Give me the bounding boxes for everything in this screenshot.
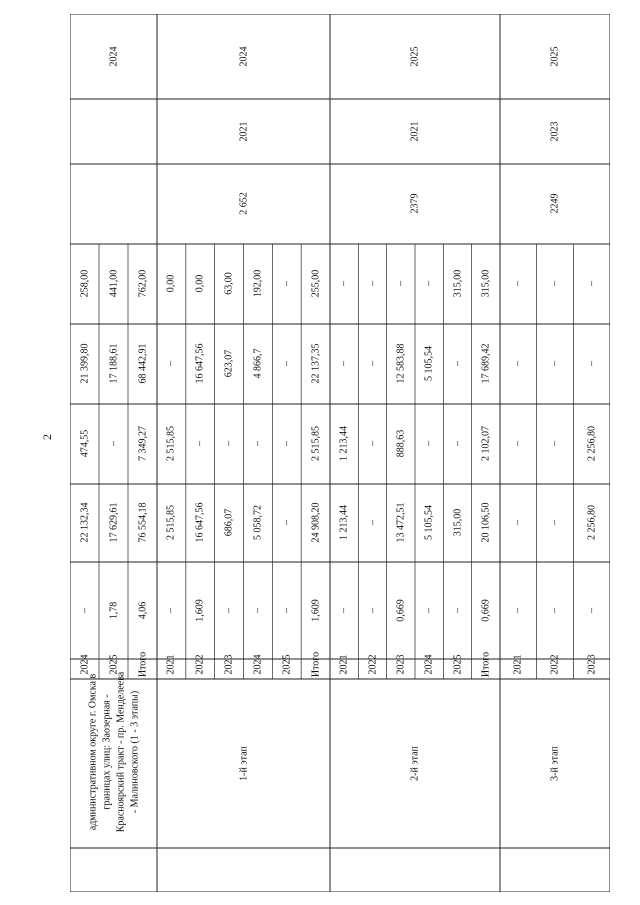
cost-cell: 623,07 [223,349,235,378]
length-cell: – [252,607,264,613]
cost-cell: 2 515,85 [165,426,177,461]
cost-cell: – [367,441,378,446]
cost-cell: 5 105,54 [423,346,435,381]
length-cell: – [586,607,598,613]
cost-cell: – [395,281,407,286]
cost-cell: 7 349,27 [137,426,148,461]
cost-cell: – [194,441,206,446]
cost-cell: 4 866,7 [252,348,264,379]
start-year-cell: 2023 [549,121,561,141]
cost-cell: – [586,361,598,366]
cost-cell: 2 256,80 [586,426,598,461]
cost-cell: 12 583,88 [395,343,407,384]
length-cell: – [423,607,435,613]
year-cell: 2021 [338,654,350,675]
total-cost-cell: 24 908,20 [310,502,322,543]
cost-cell: – [338,361,350,366]
stage-label: 3-й этап [549,745,561,781]
cost-cell: 474,55 [79,429,90,458]
year-cell: Итого [137,651,148,678]
year-cell: 2022 [194,654,206,675]
cost-cell: – [338,281,350,286]
year-cell: 2023 [223,654,235,675]
year-cell: 2024 [79,654,90,675]
cost-cell: – [281,281,293,286]
year-cell: 2022 [367,654,378,675]
stage-label: 1-й этап [238,745,249,781]
cost-cell: 21 399,80 [79,343,90,384]
end-year-cell: 2025 [409,46,421,66]
cost-cell: 255,00 [310,269,322,298]
cost-cell: – [108,441,119,446]
year-cell: 2025 [108,654,119,675]
cost-cell: 17 188,61 [108,343,119,384]
cost-cell: – [549,361,561,366]
year-cell: 2022 [549,654,561,675]
cost-cell: 315,00 [452,269,463,298]
total-cost-cell: 16 647,56 [194,502,206,543]
length-cell: – [223,607,235,613]
capacity-cell: 2 652 [238,192,249,215]
cost-cell: – [452,361,463,366]
total-cost-cell: – [367,520,378,525]
total-cost-cell: 20 106,50 [480,502,492,543]
cost-cell: – [367,281,378,286]
total-cost-cell: 1 213,44 [338,505,350,540]
length-cell: 0,669 [395,598,407,622]
length-cell: – [367,607,378,613]
length-cell: – [165,607,177,613]
cost-cell: 315,00 [480,269,492,298]
financing-table [70,14,610,892]
length-cell: – [281,607,293,613]
year-cell: Итого [480,651,492,678]
capacity-cell: 2249 [549,193,561,214]
year-cell: 2025 [281,654,293,675]
cost-cell: – [165,361,177,366]
cost-cell: 22 137,35 [310,343,322,384]
year-cell: 2023 [395,654,407,675]
cost-cell: 16 647,56 [194,343,206,384]
cost-cell: – [281,361,293,366]
cost-cell: – [512,441,524,446]
total-cost-cell: 686,07 [223,508,235,537]
length-cell: – [452,607,463,613]
cost-cell: 192,00 [252,269,264,298]
year-cell: 2021 [512,654,524,675]
year-cell: 2024 [423,654,435,675]
length-cell: 1,78 [108,601,119,619]
cost-cell: 0,00 [194,274,206,293]
start-year-cell: 2021 [238,121,249,141]
cost-cell: 888,63 [395,429,407,458]
year-cell: 2023 [586,654,598,675]
cost-cell: 0,00 [165,274,177,293]
end-year-cell: 2024 [108,46,119,66]
length-cell: – [79,607,90,613]
object-description: административном округе г. Омска в границах улиц: Заозерная - Красноярский тракт - пр. Менделеева - Малиновского (1 - 3 этапы) [87,671,140,832]
length-cell: – [549,607,561,613]
cost-cell: 258,00 [79,269,90,298]
cost-cell: – [281,441,293,446]
cost-cell: – [367,361,378,366]
cost-cell: – [423,281,435,286]
total-cost-cell: 13 472,51 [395,502,407,543]
year-cell: 2025 [452,654,463,675]
total-cost-cell: 76 554,18 [137,502,148,543]
length-cell: 4,06 [137,601,148,619]
cost-cell: 2 102,07 [480,426,492,461]
year-cell: 2021 [165,654,177,675]
total-cost-cell: 5 058,72 [252,505,264,540]
total-cost-cell: 5 105,54 [423,505,435,540]
cost-cell: – [549,441,561,446]
length-cell: 0,669 [480,598,492,622]
stage-label: 2-й этап [409,745,421,781]
cost-cell: – [512,281,524,286]
total-cost-cell: – [549,520,561,525]
page-number: 2 [40,434,54,440]
cost-cell: – [549,281,561,286]
end-year-cell: 2025 [549,46,561,66]
cost-cell: 63,00 [223,272,235,295]
cost-cell: – [586,281,598,286]
length-cell: 1,609 [194,598,206,622]
cost-cell: 17 689,42 [480,343,492,384]
total-cost-cell: 315,00 [452,508,463,537]
capacity-cell: 2379 [409,193,421,214]
cost-cell: – [512,361,524,366]
cost-cell: – [423,441,435,446]
cost-cell: 1 213,44 [338,426,350,461]
total-cost-cell: – [281,520,293,525]
cost-cell: 441,00 [108,269,119,298]
total-cost-cell: 2 256,80 [586,505,598,540]
end-year-cell: 2024 [238,46,249,66]
length-cell: – [512,607,524,613]
total-cost-cell: 22 132,34 [79,502,90,543]
year-cell: Итого [310,651,322,678]
year-cell: 2024 [252,654,264,675]
cost-cell: 68 442,91 [137,343,148,384]
cost-cell: 2 515,85 [310,426,322,461]
cost-cell: – [452,441,463,446]
start-year-cell: 2021 [409,121,421,141]
total-cost-cell: 2 515,85 [165,505,177,540]
total-cost-cell: 17 629,61 [108,502,119,543]
length-cell: – [338,607,350,613]
cost-cell: – [223,441,235,446]
length-cell: 1,609 [310,598,322,622]
cost-cell: – [252,441,264,446]
total-cost-cell: – [512,520,524,525]
cost-cell: 762,00 [137,269,148,298]
